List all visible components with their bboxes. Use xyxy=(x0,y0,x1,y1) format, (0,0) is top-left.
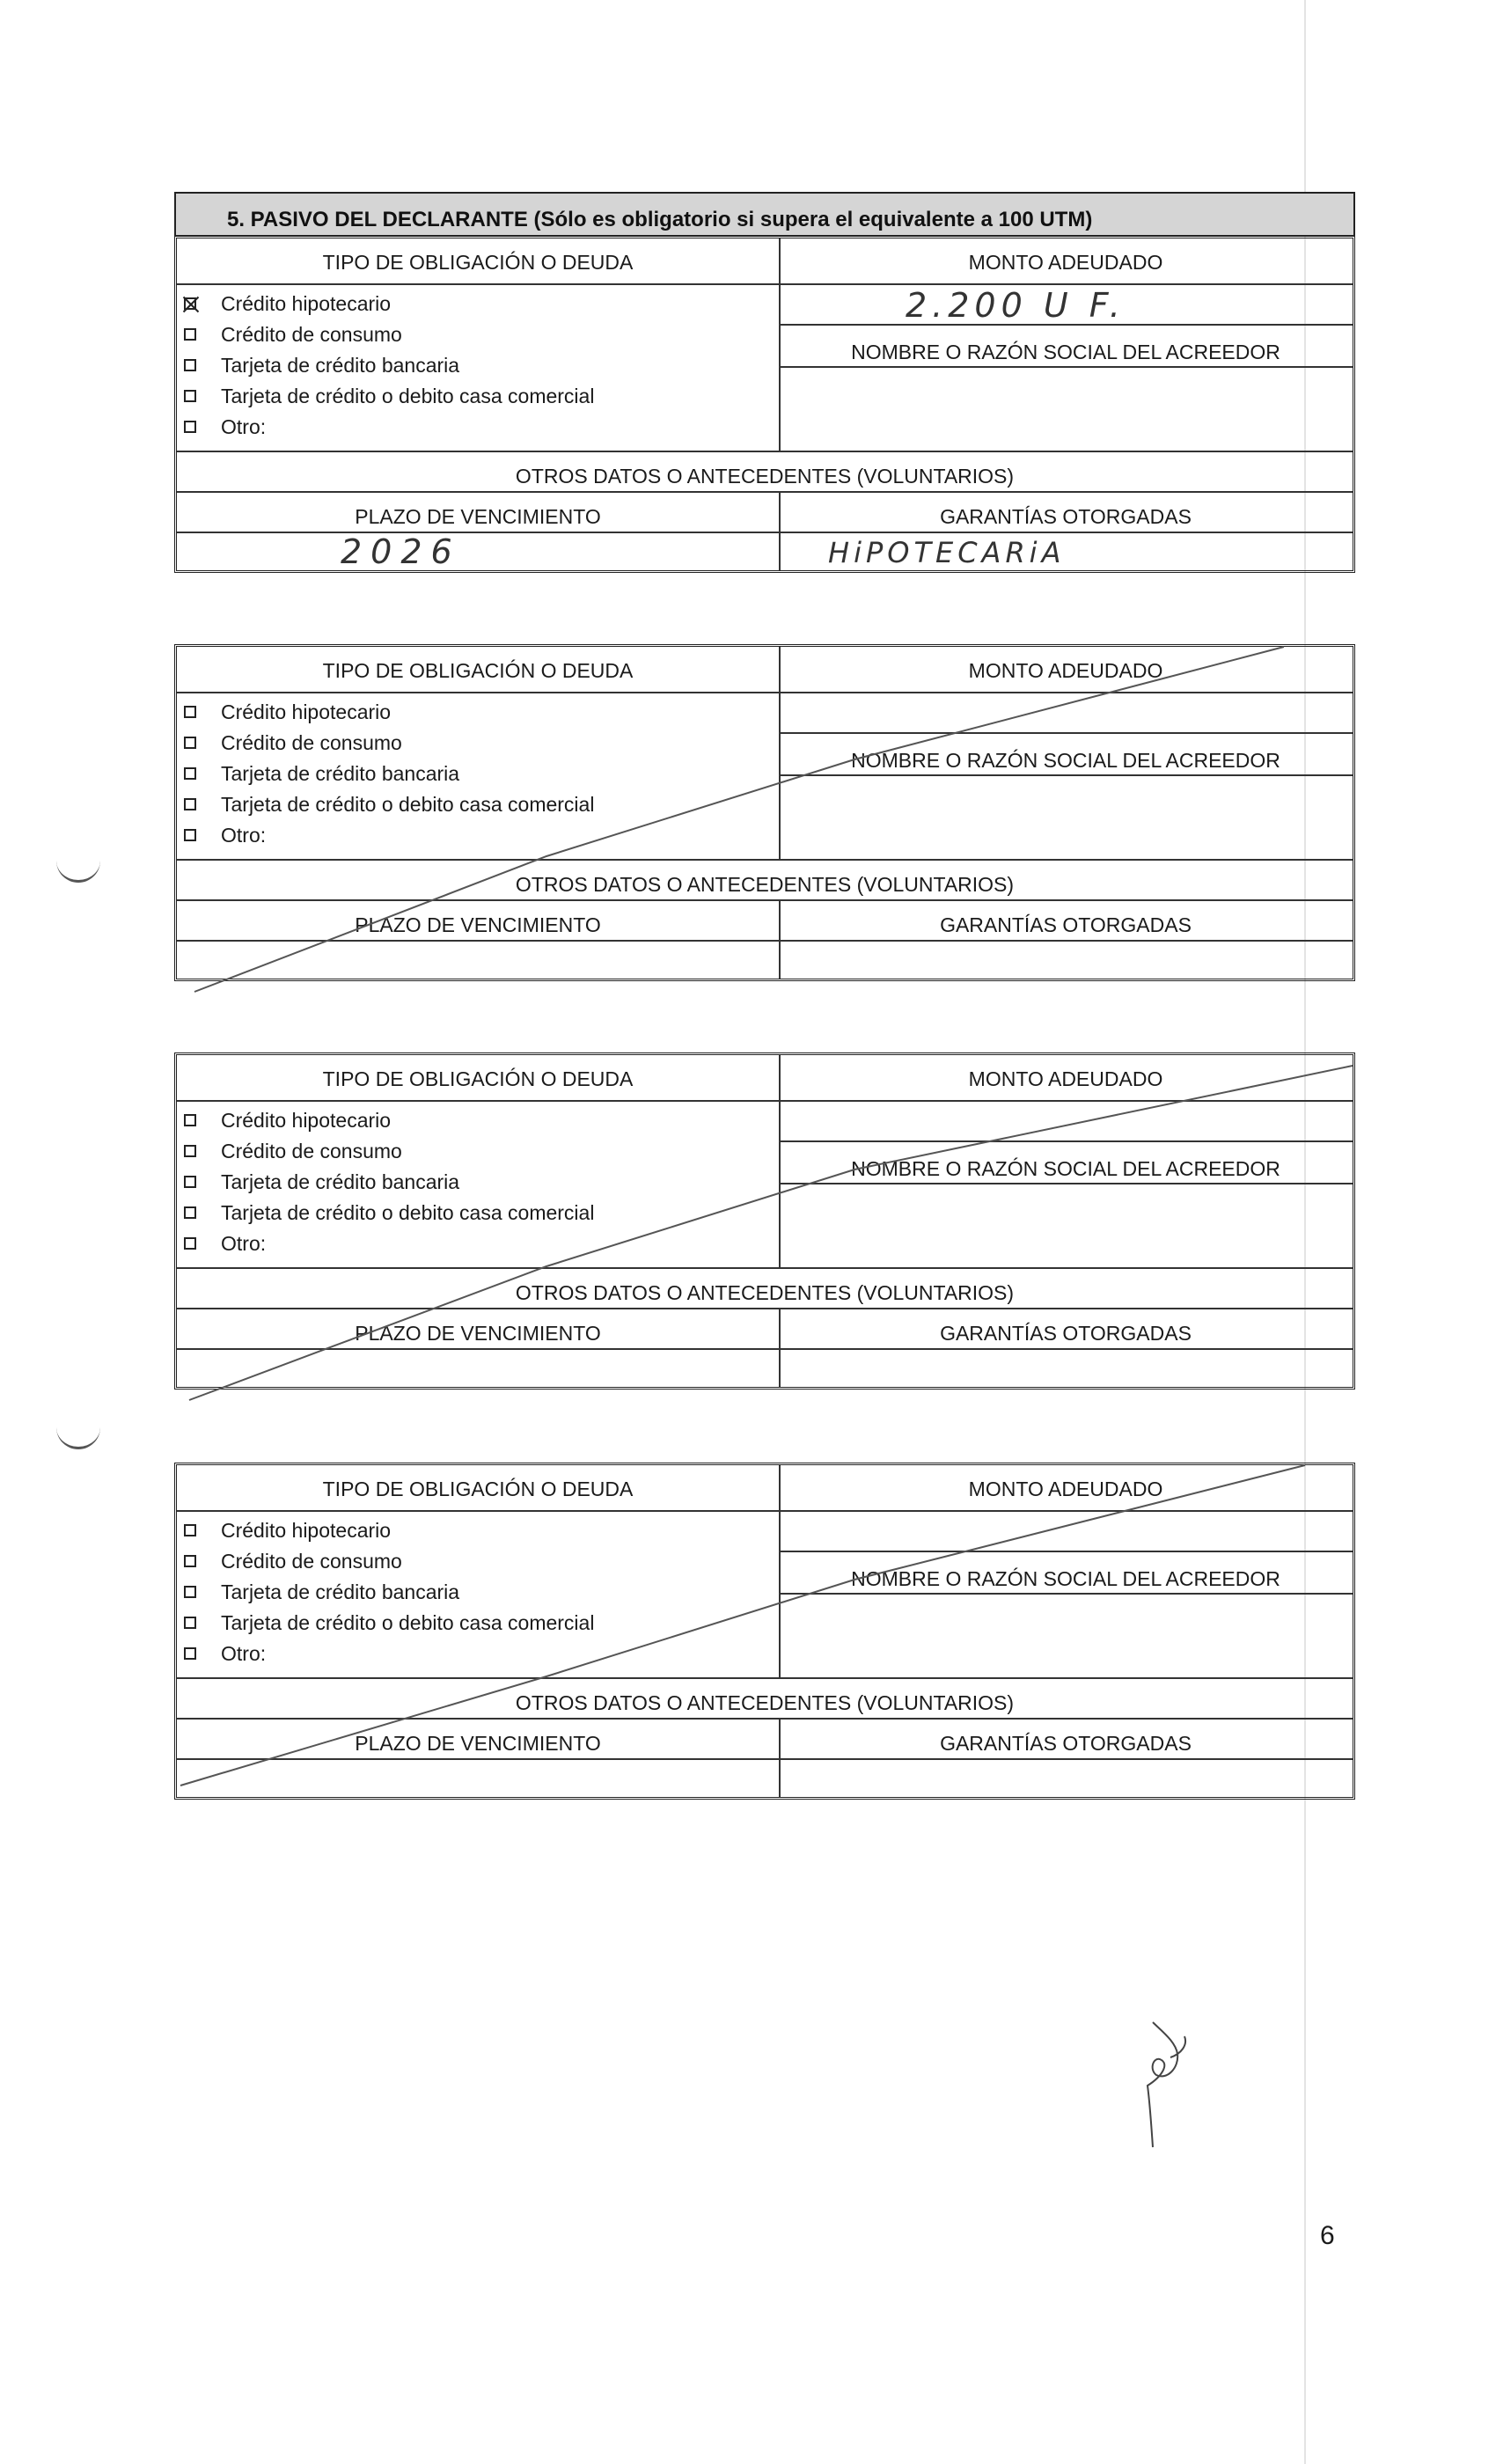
option-tarjeta-casa-comercial[interactable] xyxy=(184,1198,594,1228)
option-label: Otro: xyxy=(221,414,267,438)
checkbox-icon[interactable] xyxy=(184,1617,196,1629)
checkbox-icon[interactable] xyxy=(184,1524,196,1536)
option-credito-hipotecario[interactable] xyxy=(184,289,391,319)
option-label: Tarjeta de crédito bancaria xyxy=(221,761,460,785)
option-tarjeta-bancaria[interactable] xyxy=(184,1577,459,1607)
option-label: Crédito de consumo xyxy=(221,322,402,346)
monto-header: MONTO ADEUDADO xyxy=(968,1478,1163,1500)
monto-header: MONTO ADEUDADO xyxy=(968,1067,1163,1090)
checkbox-icon[interactable] xyxy=(184,798,196,810)
punch-hole-mark xyxy=(56,855,100,883)
monto-header: MONTO ADEUDADO xyxy=(968,659,1163,682)
option-label: Otro: xyxy=(221,1231,267,1255)
checkbox-icon[interactable] xyxy=(184,737,196,749)
option-tarjeta-bancaria[interactable] xyxy=(184,350,459,380)
plazo-value: 2026 xyxy=(341,532,461,571)
option-label: Crédito hipotecario xyxy=(221,291,392,315)
option-otro[interactable] xyxy=(184,1639,266,1668)
plazo-header: PLAZO DE VENCIMIENTO xyxy=(355,913,601,936)
otros-header: OTROS DATOS O ANTECEDENTES (VOLUNTARIOS) xyxy=(515,873,1015,896)
checkbox-checked-icon[interactable] xyxy=(184,297,196,310)
option-label: Tarjeta de crédito bancaria xyxy=(221,353,460,377)
liability-block-4 xyxy=(174,1463,1355,1800)
option-label: Otro: xyxy=(221,1641,267,1665)
otros-header: OTROS DATOS O ANTECEDENTES (VOLUNTARIOS) xyxy=(515,1281,1015,1304)
otros-header: OTROS DATOS O ANTECEDENTES (VOLUNTARIOS) xyxy=(515,465,1015,488)
checkbox-icon[interactable] xyxy=(184,1237,196,1250)
option-label: Tarjeta de crédito bancaria xyxy=(221,1580,460,1603)
tipo-header: TIPO DE OBLIGACIÓN O DEUDA xyxy=(322,251,634,274)
nombre-header: NOMBRE O RAZÓN SOCIAL DEL ACREEDOR xyxy=(851,1567,1280,1590)
liability-block-3 xyxy=(174,1052,1355,1390)
checkbox-icon[interactable] xyxy=(184,1176,196,1188)
plazo-header: PLAZO DE VENCIMIENTO xyxy=(355,1322,601,1345)
option-tarjeta-bancaria[interactable] xyxy=(184,759,459,788)
option-label: Otro: xyxy=(221,823,267,847)
option-tarjeta-casa-comercial[interactable] xyxy=(184,789,594,819)
garantias-header: GARANTÍAS OTORGADAS xyxy=(940,913,1192,936)
option-label: Crédito de consumo xyxy=(221,1549,402,1573)
option-label: Tarjeta de crédito o debito casa comercial xyxy=(221,1610,595,1634)
option-tarjeta-casa-comercial[interactable] xyxy=(184,1608,594,1638)
option-label: Tarjeta de crédito o debito casa comercial xyxy=(221,1200,595,1224)
option-credito-consumo[interactable] xyxy=(184,728,402,758)
monto-value: 2.200 U F. xyxy=(906,286,1126,325)
checkbox-icon[interactable] xyxy=(184,1647,196,1660)
nombre-header: NOMBRE O RAZÓN SOCIAL DEL ACREEDOR xyxy=(851,749,1280,772)
checkbox-icon[interactable] xyxy=(184,1206,196,1219)
option-label: Crédito hipotecario xyxy=(221,700,392,723)
otros-header: OTROS DATOS O ANTECEDENTES (VOLUNTARIOS) xyxy=(515,1691,1015,1714)
option-credito-hipotecario[interactable] xyxy=(184,697,391,727)
section-title: 5. PASIVO DEL DECLARANTE (Sólo es obligatorio si supera el equivalente a 100 UTM) xyxy=(227,208,1093,231)
option-label: Crédito de consumo xyxy=(221,1139,402,1162)
option-credito-consumo[interactable] xyxy=(184,319,402,349)
garantias-header: GARANTÍAS OTORGADAS xyxy=(940,1322,1192,1345)
checkbox-icon[interactable] xyxy=(184,390,196,402)
option-tarjeta-bancaria[interactable] xyxy=(184,1167,459,1197)
checkbox-icon[interactable] xyxy=(184,767,196,780)
page-number: 6 xyxy=(1320,2221,1335,2250)
option-credito-consumo[interactable] xyxy=(184,1546,402,1576)
checkbox-icon[interactable] xyxy=(184,829,196,841)
option-otro[interactable] xyxy=(184,412,266,442)
option-tarjeta-casa-comercial[interactable] xyxy=(184,381,594,411)
tipo-header: TIPO DE OBLIGACIÓN O DEUDA xyxy=(322,1478,634,1500)
checkbox-icon[interactable] xyxy=(184,421,196,433)
liability-block-1 xyxy=(174,236,1355,573)
garantias-header: GARANTÍAS OTORGADAS xyxy=(940,1732,1192,1755)
checkbox-icon[interactable] xyxy=(184,1555,196,1567)
signature-icon xyxy=(1118,2015,1214,2156)
liability-block-2 xyxy=(174,644,1355,981)
punch-hole-mark xyxy=(56,1422,100,1449)
checkbox-icon[interactable] xyxy=(184,359,196,371)
checkbox-icon[interactable] xyxy=(184,1114,196,1126)
garantias-value: HiPOTECARiA xyxy=(828,536,1066,569)
checkbox-icon[interactable] xyxy=(184,328,196,341)
nombre-header: NOMBRE O RAZÓN SOCIAL DEL ACREEDOR xyxy=(851,1157,1280,1180)
option-credito-hipotecario[interactable] xyxy=(184,1515,391,1545)
option-label: Tarjeta de crédito bancaria xyxy=(221,1170,460,1193)
monto-header: MONTO ADEUDADO xyxy=(968,251,1163,274)
plazo-header: PLAZO DE VENCIMIENTO xyxy=(355,505,601,528)
tipo-header: TIPO DE OBLIGACIÓN O DEUDA xyxy=(322,1067,634,1090)
option-label: Tarjeta de crédito o debito casa comercial xyxy=(221,792,595,816)
option-credito-hipotecario[interactable] xyxy=(184,1105,391,1135)
checkbox-icon[interactable] xyxy=(184,1145,196,1157)
option-credito-consumo[interactable] xyxy=(184,1136,402,1166)
checkbox-icon[interactable] xyxy=(184,1586,196,1598)
checkbox-icon[interactable] xyxy=(184,706,196,718)
option-label: Tarjeta de crédito o debito casa comercial xyxy=(221,384,595,407)
garantias-header: GARANTÍAS OTORGADAS xyxy=(940,505,1192,528)
option-otro[interactable] xyxy=(184,1228,266,1258)
tipo-header: TIPO DE OBLIGACIÓN O DEUDA xyxy=(322,659,634,682)
nombre-header: NOMBRE O RAZÓN SOCIAL DEL ACREEDOR xyxy=(851,341,1280,363)
plazo-header: PLAZO DE VENCIMIENTO xyxy=(355,1732,601,1755)
option-label: Crédito de consumo xyxy=(221,730,402,754)
option-label: Crédito hipotecario xyxy=(221,1518,392,1542)
option-label: Crédito hipotecario xyxy=(221,1108,392,1132)
option-otro[interactable] xyxy=(184,820,266,850)
